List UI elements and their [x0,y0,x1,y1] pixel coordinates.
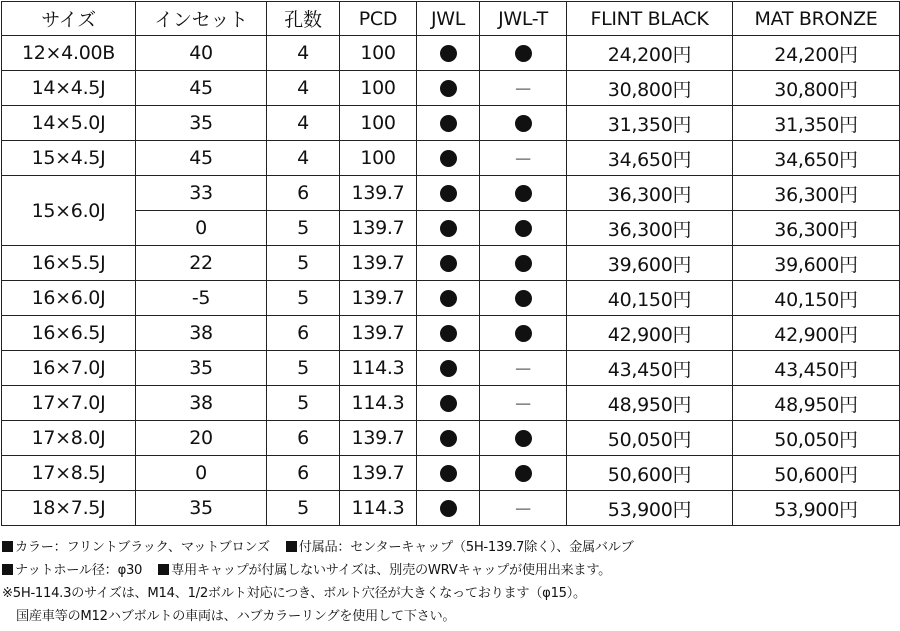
table-row [2,316,900,351]
size-cell: 16×7.0J [2,351,136,386]
filled-circle-icon [515,185,532,202]
flint-black-price: 34,650円 [567,141,733,176]
filled-circle-icon [440,80,457,97]
table-row [2,281,900,316]
size-cell: 17×8.5J [2,456,136,491]
jwl-cell [417,421,480,456]
holes-cell: 5 [267,386,340,421]
flint-black-price: 50,050円 [567,421,733,456]
nut-hole-note: ナットホール径：φ30 [15,563,143,578]
size-cell: 12×4.00B [2,36,136,71]
color-note: カラー：フリントブラック、マットブロンズ [15,540,270,555]
holes-cell: 5 [267,246,340,281]
jwl-cell [417,211,480,246]
bolt-note: ※5H-114.3のサイズは、M14、1/2ボルト対応につき、ボルト穴径が大きくなっております（φ15）。 [2,586,586,601]
filled-circle-icon [440,185,457,202]
mat-bronze-price: 24,200円 [733,36,900,71]
jwl-t-cell [480,281,567,316]
jwl-t-cell [480,106,567,141]
hub-note: 国産車等のM12ハブボルトの車両は、ハブカラーリングを使用して下さい。 [16,609,456,624]
flint-black-price: 42,900円 [567,316,733,351]
filled-circle-icon [440,45,457,62]
filled-circle-icon [515,325,532,342]
holes-cell: 6 [267,456,340,491]
size-cell: 16×5.5J [2,246,136,281]
jwl-cell [417,246,480,281]
pcd-cell: 114.3 [340,491,417,526]
inset-cell: 38 [136,316,267,351]
flint-black-price: 50,600円 [567,456,733,491]
holes-cell: 6 [267,421,340,456]
jwl-cell [417,281,480,316]
flint-black-price: 24,200円 [567,36,733,71]
table-row [2,246,900,281]
note-line-3 [2,582,898,605]
holes-cell: 6 [267,316,340,351]
filled-circle-icon [440,150,457,167]
inset-cell: 33 [136,176,267,211]
jwl-cell [417,491,480,526]
table-row [2,421,900,456]
filled-circle-icon [440,220,457,237]
filled-circle-icon [440,465,457,482]
jwl-t-cell [480,36,567,71]
table-row [2,36,900,71]
jwl-cell [417,106,480,141]
table-row [2,211,900,246]
pcd-cell: 139.7 [340,211,417,246]
table-row [2,106,900,141]
pcd-cell: 114.3 [340,386,417,421]
mat-bronze-price: 53,900円 [733,491,900,526]
size-cell: 15×6.0J [2,176,136,246]
pcd-cell: 139.7 [340,281,417,316]
table-row [2,456,900,491]
holes-cell: 4 [267,141,340,176]
size-cell: 14×5.0J [2,106,136,141]
pcd-cell: 139.7 [340,456,417,491]
filled-circle-icon [515,255,532,272]
inset-cell: -5 [136,281,267,316]
header-inset: インセット [136,2,267,36]
filled-circle-icon [515,465,532,482]
table-body [2,36,900,526]
jwl-t-cell: － [480,351,567,386]
mat-bronze-price: 34,650円 [733,141,900,176]
jwl-cell [417,456,480,491]
header-size: サイズ [2,2,136,36]
header-mat-bronze: MAT BRONZE [733,2,900,36]
holes-cell: 5 [267,491,340,526]
cap-note: 専用キャップが付属しないサイズは、別売のWRVキャップが使用出来ます。 [171,563,612,578]
size-cell: 18×7.5J [2,491,136,526]
holes-cell: 4 [267,36,340,71]
size-cell: 14×4.5J [2,71,136,106]
holes-cell: 4 [267,106,340,141]
header-holes: 孔数 [267,2,340,36]
table-row [2,386,900,421]
jwl-t-cell [480,246,567,281]
pcd-cell: 139.7 [340,421,417,456]
notes-section [2,536,898,628]
filled-circle-icon [440,290,457,307]
pcd-cell: 100 [340,106,417,141]
flint-black-price: 36,300円 [567,176,733,211]
filled-circle-icon [515,430,532,447]
pcd-cell: 139.7 [340,176,417,211]
filled-circle-icon [515,220,532,237]
flint-black-price: 48,950円 [567,386,733,421]
jwl-t-cell [480,316,567,351]
jwl-t-cell: － [480,491,567,526]
jwl-cell [417,316,480,351]
holes-cell: 5 [267,351,340,386]
pcd-cell: 139.7 [340,246,417,281]
mat-bronze-price: 31,350円 [733,106,900,141]
inset-cell: 20 [136,421,267,456]
mat-bronze-price: 36,300円 [733,211,900,246]
inset-cell: 35 [136,106,267,141]
header-flint-black: FLINT BLACK [567,2,733,36]
flint-black-price: 30,800円 [567,71,733,106]
mat-bronze-price: 50,050円 [733,421,900,456]
jwl-cell [417,386,480,421]
square-bullet-icon [2,564,13,575]
jwl-t-cell: － [480,386,567,421]
pcd-cell: 100 [340,71,417,106]
mat-bronze-price: 48,950円 [733,386,900,421]
inset-cell: 0 [136,456,267,491]
filled-circle-icon [440,500,457,517]
holes-cell: 6 [267,176,340,211]
size-cell: 17×7.0J [2,386,136,421]
size-cell: 16×6.0J [2,281,136,316]
inset-cell: 35 [136,491,267,526]
inset-cell: 38 [136,386,267,421]
table-row [2,491,900,526]
jwl-cell [417,141,480,176]
flint-black-price: 53,900円 [567,491,733,526]
size-cell: 16×6.5J [2,316,136,351]
filled-circle-icon [440,255,457,272]
jwl-cell [417,176,480,211]
inset-cell: 35 [136,351,267,386]
note-line-4 [2,605,898,628]
jwl-cell [417,71,480,106]
filled-circle-icon [440,115,457,132]
mat-bronze-price: 36,300円 [733,176,900,211]
jwl-cell [417,36,480,71]
jwl-t-cell [480,456,567,491]
table-row [2,351,900,386]
size-cell: 15×4.5J [2,141,136,176]
inset-cell: 45 [136,141,267,176]
accessory-note: 付属品：センターキャップ（5H-139.7除く）、金属バルブ [298,540,634,555]
pcd-cell: 100 [340,141,417,176]
pcd-cell: 139.7 [340,316,417,351]
filled-circle-icon [440,430,457,447]
filled-circle-icon [515,45,532,62]
table-row [2,71,900,106]
jwl-t-cell: － [480,71,567,106]
table-row [2,141,900,176]
inset-cell: 0 [136,211,267,246]
filled-circle-icon [515,115,532,132]
flint-black-price: 40,150円 [567,281,733,316]
header-jwl-t: JWL-T [480,2,567,36]
table-header-row [2,2,900,36]
flint-black-price: 39,600円 [567,246,733,281]
mat-bronze-price: 43,450円 [733,351,900,386]
size-cell: 17×8.0J [2,421,136,456]
mat-bronze-price: 50,600円 [733,456,900,491]
square-bullet-icon [286,541,297,552]
pcd-cell: 100 [340,36,417,71]
inset-cell: 40 [136,36,267,71]
wheel-spec-table [1,1,900,526]
flint-black-price: 31,350円 [567,106,733,141]
mat-bronze-price: 42,900円 [733,316,900,351]
table-row [2,176,900,211]
mat-bronze-price: 40,150円 [733,281,900,316]
jwl-t-cell: － [480,141,567,176]
mat-bronze-price: 39,600円 [733,246,900,281]
filled-circle-icon [440,360,457,377]
filled-circle-icon [515,290,532,307]
flint-black-price: 43,450円 [567,351,733,386]
jwl-cell [417,351,480,386]
holes-cell: 5 [267,281,340,316]
header-jwl: JWL [417,2,480,36]
jwl-t-cell [480,421,567,456]
holes-cell: 5 [267,211,340,246]
inset-cell: 45 [136,71,267,106]
square-bullet-icon [2,541,13,552]
note-line-1 [2,536,898,559]
square-bullet-icon [158,564,169,575]
jwl-t-cell [480,211,567,246]
jwl-t-cell [480,176,567,211]
inset-cell: 22 [136,246,267,281]
note-line-2 [2,559,898,582]
filled-circle-icon [440,395,457,412]
header-pcd: PCD [340,2,417,36]
filled-circle-icon [440,325,457,342]
mat-bronze-price: 30,800円 [733,71,900,106]
pcd-cell: 114.3 [340,351,417,386]
flint-black-price: 36,300円 [567,211,733,246]
holes-cell: 4 [267,71,340,106]
